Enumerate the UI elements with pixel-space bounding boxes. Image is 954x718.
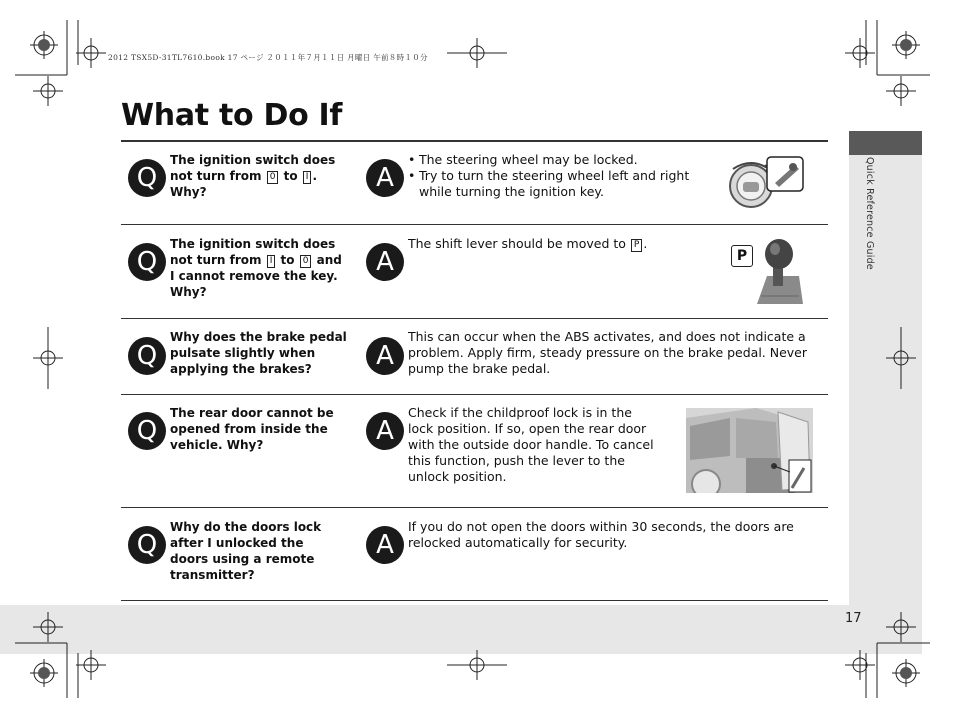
question-5: Why do the doors lock after I unlocked the doors using a remote transmitter? bbox=[170, 520, 322, 582]
key-zero-icon: 0 bbox=[267, 171, 279, 184]
row-divider bbox=[121, 224, 828, 225]
a-badge: A bbox=[366, 412, 404, 450]
print-header-note: 2012 TSX5D-31TL7610.book 17 ページ ２０１１年７月１１日 月曜日 午前８時１０分 bbox=[108, 53, 428, 62]
title-rule bbox=[121, 140, 828, 142]
answer-5: If you do not open the doors within 30 seconds, the doors are relocked automatically for security. bbox=[408, 519, 794, 550]
page-number: 17 bbox=[845, 611, 862, 626]
answer-bullet: • Try to turn the steering wheel left and right while turning the ignition key. bbox=[408, 168, 708, 200]
question-1: The ignition switch does not turn from 0 to I . Why? bbox=[170, 153, 336, 199]
answer-1 bbox=[408, 152, 708, 200]
a-badge: A bbox=[366, 159, 404, 197]
a-badge: A bbox=[366, 526, 404, 564]
a-badge: A bbox=[366, 337, 404, 375]
q-badge: Q bbox=[128, 526, 166, 564]
a-badge: A bbox=[366, 243, 404, 281]
rear-door-photo bbox=[686, 408, 813, 493]
q-badge: Q bbox=[128, 159, 166, 197]
answer-bullet: • The steering wheel may be locked. bbox=[408, 152, 708, 168]
key-park-icon: P bbox=[631, 239, 642, 252]
page-title: What to Do If bbox=[121, 98, 343, 133]
q-badge: Q bbox=[128, 243, 166, 281]
answer-2: The shift lever should be moved to P . bbox=[408, 236, 648, 251]
side-tab-label: Quick Reference Guide bbox=[864, 157, 875, 270]
q-badge: Q bbox=[128, 337, 166, 375]
answer-4: Check if the childproof lock is in the lock position. If so, open the rear door with the outside door handle. To cancel this function, push the lever to the unlock position. bbox=[408, 405, 654, 484]
row-divider bbox=[121, 507, 828, 508]
key-one-icon: I bbox=[303, 171, 312, 184]
q-badge: Q bbox=[128, 412, 166, 450]
row-divider bbox=[121, 600, 828, 601]
question-2: The ignition switch does not turn from I to 0 and I cannot remove the key. Why? bbox=[170, 237, 342, 299]
key-one-icon: I bbox=[267, 255, 276, 268]
question-3: Why does the brake pedal pulsate slightly when applying the brakes? bbox=[170, 330, 347, 376]
steering-wheel-illustration bbox=[727, 155, 805, 213]
row-divider bbox=[121, 394, 828, 395]
park-label: P bbox=[731, 245, 753, 267]
question-4: The rear door cannot be opened from inside the vehicle. Why? bbox=[170, 406, 334, 452]
key-zero-icon: 0 bbox=[300, 255, 312, 268]
row-divider bbox=[121, 318, 828, 319]
answer-3: This can occur when the ABS activates, and does not indicate a problem. Apply firm, steady pressure on the brake pedal. Never pump the brake pedal. bbox=[408, 329, 808, 376]
